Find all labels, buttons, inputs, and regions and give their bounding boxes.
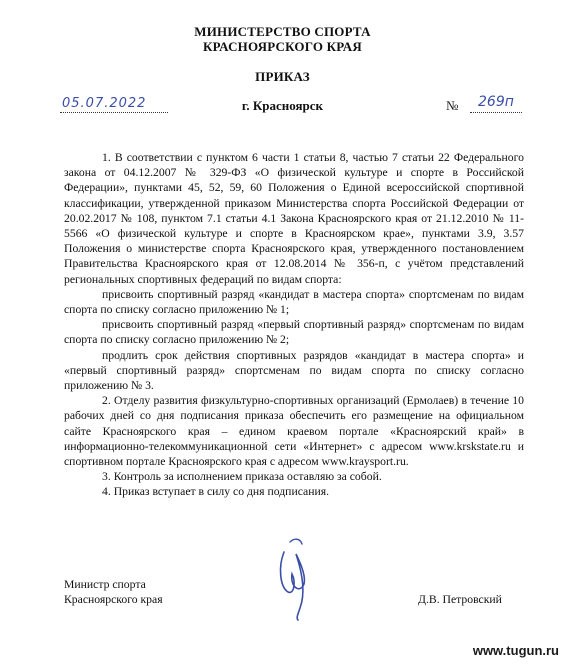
paragraph-1b: присвоить спортивный разряд «первый спортивный разряд» спортсменам по видам спорта по списку согласно приложению № 2; — [64, 318, 524, 347]
signer-position-line2: Красноярского края — [64, 593, 163, 606]
order-body — [64, 150, 524, 500]
paragraph-1c: продлить срок действия спортивных разрядов «кандидат в мастера спорта» и «первый спортивный разряд» спортсменам по видам спорта по списку согласно приложению № 3. — [64, 348, 524, 393]
ministry-title-line2: КРАСНОЯРСКОГО КРАЯ — [203, 39, 362, 54]
number-underline — [470, 112, 522, 113]
watermark-text: www.tugun.ru — [472, 643, 559, 658]
handwritten-signature — [270, 532, 330, 622]
paragraph-3: 3. Контроль за исполнением приказа оставляю за собой. — [102, 470, 382, 484]
signer-position-line1: Министр спорта — [64, 578, 146, 591]
paragraph-2: 2. Отделу развития физкультурно-спортивных организаций (Ермолаев) в течение 10 рабочих дней со дня подписания приказа обеспечить его размещение на официальном сайте Красноярского края – едином краевом портале «Красноярский край» в информационно-телекоммуникационной сети «Интернет» с адресом www.krskstate.ru и спортивном портале Красноярского края с адресом www.kraysport.ru. — [64, 394, 524, 469]
handwritten-date: 05.07.2022 — [62, 96, 147, 111]
city-label: г. Красноярск — [241, 98, 324, 113]
number-symbol: № — [446, 98, 459, 113]
signer-name: Д.В. Петровский — [418, 593, 502, 606]
paragraph-4: 4. Приказ вступает в силу со дня подписания. — [102, 485, 330, 499]
paragraph-1a: присвоить спортивный разряд «кандидат в мастера спорта» спортсменам по видам спорта по списку согласно приложению № 1; — [64, 287, 524, 317]
ministry-title-line1: МИНИСТЕРСТВО СПОРТА — [194, 24, 371, 39]
paragraph-1: 1. В соответствии с пунктом 6 части 1 статьи 8, частью 7 статьи 22 Федерального закона от 04.12.2007 № 329-ФЗ «О физической культуре и спорте в Российской Федерации», пунктами 45, 52, 59, 60 Положения о Единой всероссийской спортивной классификации, утвержденной приказом Министерства спорта Российской Федерации от 20.02.2017 № 108, пунктом 7.1 статьи 4.1 Закона Красноярского края от 21.12.2010 № 11-5566 «О физической культуре и спорте в Красноярском крае», пунктами 3.9, 3.57 Положения о министерстве спорта Красноярского края, утвержденного постановлением Правительства Красноярского края от 12.08.2014 № 356-п, с учётом представлений региональных спортивных федераций по видам спорта: — [64, 151, 524, 286]
handwritten-number: 269п — [478, 94, 514, 110]
doc-type-title: ПРИКАЗ — [255, 69, 310, 84]
